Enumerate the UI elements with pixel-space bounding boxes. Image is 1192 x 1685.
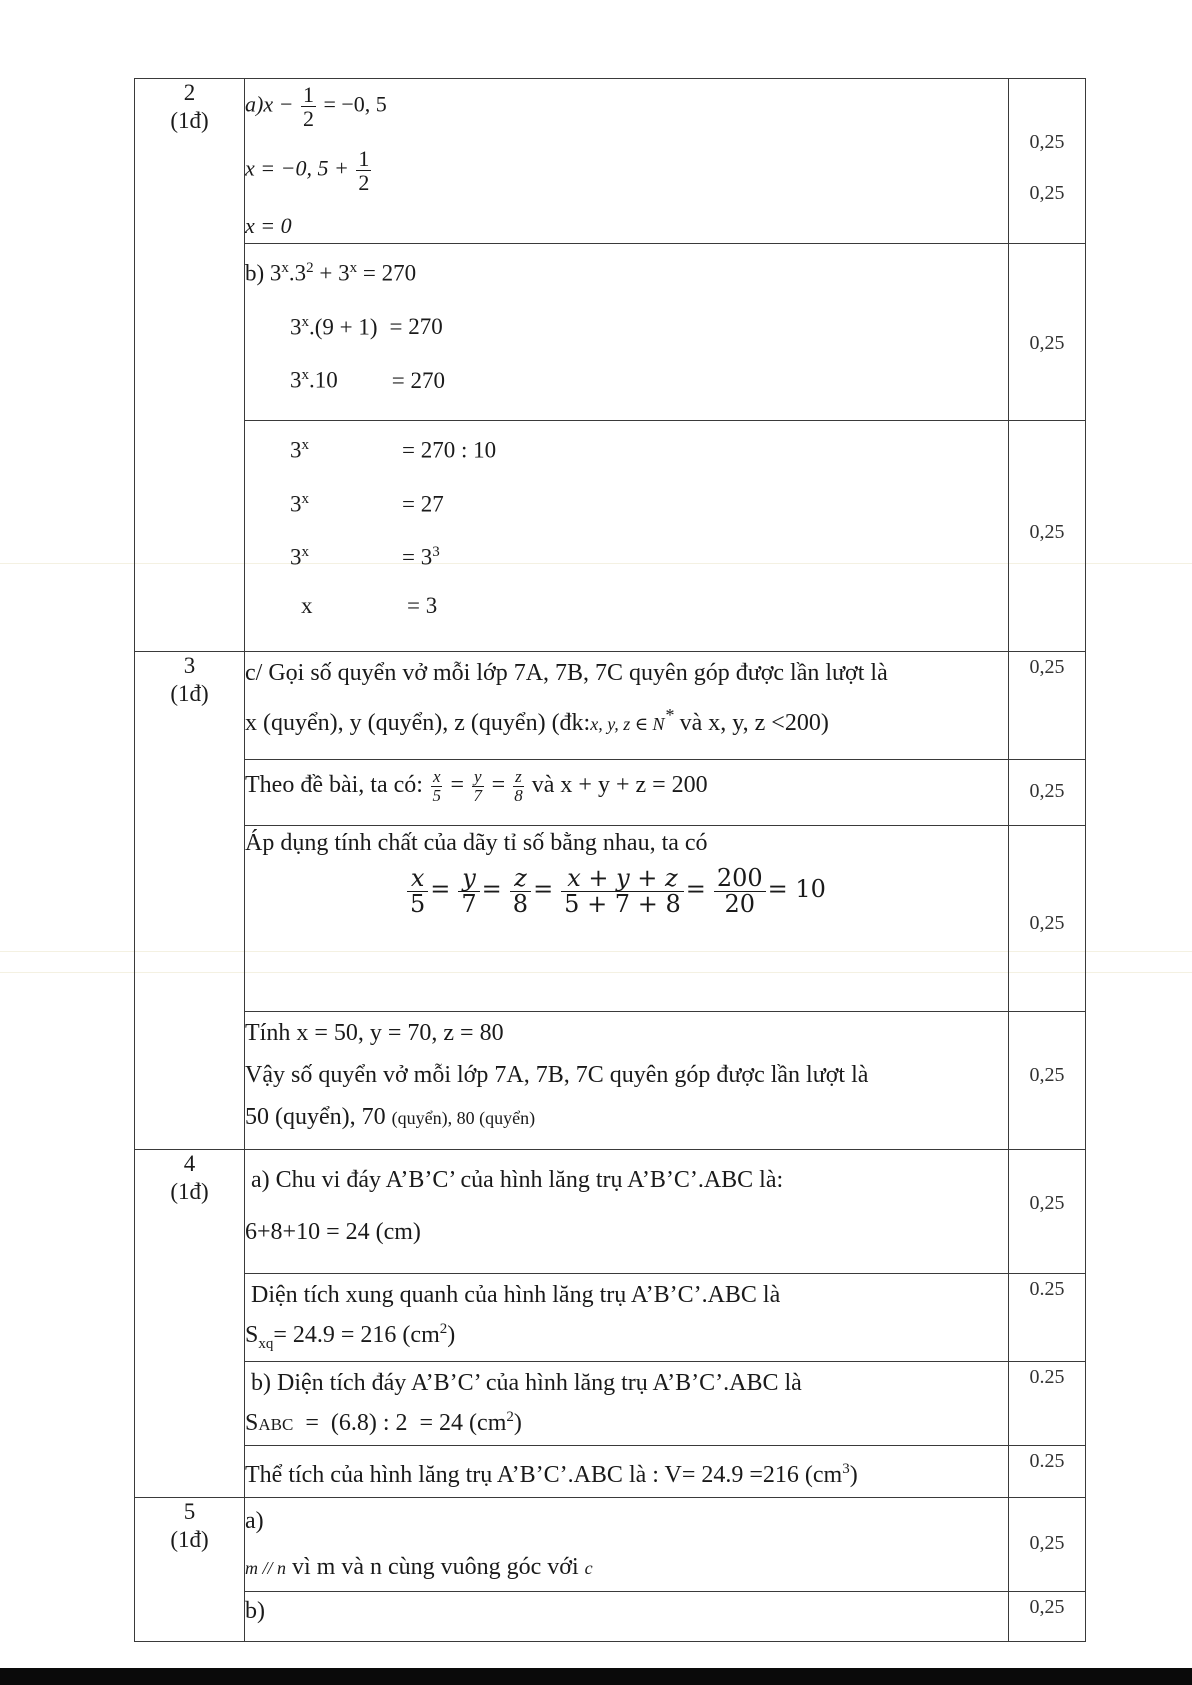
q3-r3-formula: $\frac{x}{5}$ = $\frac{y}{7}$ = $\frac{z}{8}$ = $\frac{x + y + z}{5 + 7 + 8}$ = $\frac{200}{20}$ = 10 <box>245 866 1008 917</box>
q2-b2-line4: x = 3 <box>301 592 438 618</box>
q4-r2-content <box>245 1274 1009 1362</box>
q4-row-3 <box>135 1361 1086 1445</box>
q4-r3-score-cell: 0.25 <box>1009 1361 1086 1445</box>
q3-row-4 <box>135 1012 1086 1150</box>
q4-row-2 <box>135 1274 1086 1362</box>
q4-r3-line2: SABC = (6.8) : 2 = 24 $(cm^2)$ <box>245 1408 522 1436</box>
q2-number: 2 <box>183 80 196 105</box>
q4-label-cell <box>135 1150 245 1498</box>
q3-r4-content <box>245 1012 1009 1150</box>
q2-a-line1: a)x − $\frac{1}{2}$ = −0, 5 <box>245 82 387 132</box>
q4-r4-content: Thể tích của hình lăng trụ A’B’C’.ABC là : V= 24.9 =216 $(cm^3)$ <box>245 1445 1009 1497</box>
q3-r2-score-cell: 0,25 <box>1009 760 1086 826</box>
q3-row-3 <box>135 826 1086 1012</box>
fraction: $\frac{y}{7}$ <box>473 767 483 805</box>
q5-r1-line2: m // n vì m và n cùng vuông góc với c <box>245 1553 593 1580</box>
fraction: $\frac{200}{20}$ <box>714 866 766 917</box>
q3-r2-content: Theo đề bài, ta có: $\frac{x}{5}$ = $\frac{y}{7}$ = $\frac{z}{8}$ và x + y + z = 200 <box>245 760 1009 826</box>
q2-a-scores: 0,25 0,25 <box>1009 79 1086 244</box>
q5-r1-content <box>245 1497 1009 1591</box>
q3-r4-line1: Tính x = 50, y = 70, z = 80 <box>245 1020 504 1046</box>
q3-r4-line2: Vậy số quyển vở mỗi lớp 7A, 7B, 7C quyên góp được lần lượt là <box>245 1062 869 1088</box>
q3-r3-score-cell: 0,25 <box>1009 826 1086 1012</box>
q3-label-cell <box>135 652 245 1150</box>
q4-r1-score-cell: 0,25 <box>1009 1150 1086 1274</box>
q2-b1-line2: $3^x.(9 + 1) = 270$ <box>290 313 443 340</box>
q4-r1-line2: 6+8+10 = 24 (cm) <box>245 1219 421 1245</box>
q2-b1-line3: $3^x.10 = 270$ <box>290 367 445 393</box>
q4-r1-content <box>245 1150 1009 1274</box>
q4-row-1 <box>135 1150 1086 1274</box>
q2-b2-line2: $3^x = 27$ <box>290 490 444 517</box>
q3-row-2 <box>135 760 1086 826</box>
fraction: $\frac{x}{5}$ <box>432 767 441 805</box>
q4-r4-score-cell: 0.25 <box>1009 1445 1086 1497</box>
q2-b1-score-cell: 0,25 <box>1009 244 1086 421</box>
q3-r1-line2: x (quyển), y (quyển), z (quyển) (đk:x, y, z ∈ N* và x, y, z <200) <box>245 705 829 736</box>
q2-points: (1đ) <box>170 108 209 133</box>
q2-b2-score-cell: 0,25 <box>1009 421 1086 652</box>
q3-points: (1đ) <box>170 681 209 706</box>
q3-r4-score-cell: 0,25 <box>1009 1012 1086 1150</box>
q3-r3-content <box>245 826 1009 1012</box>
fraction: $\frac{1}{2}$ <box>302 82 314 132</box>
q4-r2-line1: Diện tích xung quanh của hình lăng trụ A’B’C’.ABC là <box>245 1282 781 1308</box>
q4-row-4 <box>135 1445 1086 1497</box>
fraction: $\frac{1}{2}$ <box>358 146 370 196</box>
q3-row-1 <box>135 652 1086 760</box>
q2-label-cell <box>135 79 245 652</box>
q2-b2-line3: $3^x = 3^3$ <box>290 544 440 570</box>
fraction: $\frac{y}{7}$ <box>458 866 479 917</box>
q2-row-b1 <box>135 244 1086 421</box>
q2-a-line2: x = −0, 5 + $\frac{1}{2}$ <box>245 146 370 196</box>
q4-r3-line1: b) Diện tích đáy A’B’C’ của hình lăng trụ A’B’C’.ABC là <box>245 1369 802 1396</box>
q4-r2-line2: $S_{xq}= 24.9 = 216$ $(cm^2)$ <box>245 1321 456 1352</box>
q3-r1-line1: c/ Gọi số quyển vở mỗi lớp 7A, 7B, 7C quyên góp được lần lượt là <box>245 660 888 686</box>
q2-b1-content <box>245 244 1009 421</box>
q4-r1-line1: a) Chu vi đáy A’B’C’ của hình lăng trụ A’B’C’.ABC là: <box>245 1167 784 1193</box>
q2-b2-line1: $3^x = 270$ : 10 <box>290 437 497 463</box>
q5-r1-score-cell: 0,25 <box>1009 1497 1086 1591</box>
q3-r1-content <box>245 652 1009 760</box>
q4-number: 4 <box>183 1151 196 1176</box>
q3-r4-line3: 50 (quyển), 70 (quyển), 80 (quyển) <box>245 1104 536 1130</box>
q5-row-2 <box>135 1591 1086 1641</box>
q2-b2-content <box>245 421 1009 652</box>
q4-r3-content <box>245 1361 1009 1445</box>
scan-bottom-edge <box>0 1668 1192 1685</box>
q4-r2-score-cell: 0.25 <box>1009 1274 1086 1362</box>
q4-points: (1đ) <box>170 1179 209 1204</box>
q5-label-cell <box>135 1497 245 1641</box>
q3-r1-score-cell: 0,25 <box>1009 652 1086 760</box>
q2-a-line3: x = 0 <box>245 213 292 238</box>
q2-b1-line1: b) $3^x.3^2 + 3^x = 270$ <box>245 260 417 286</box>
answer-key-table <box>134 78 1086 1642</box>
fraction: $\frac{x + y + z}{5 + 7 + 8}$ <box>561 866 684 917</box>
fraction: $\frac{z}{8}$ <box>510 866 531 917</box>
q2-row-b2 <box>135 421 1086 652</box>
fraction: $\frac{z}{8}$ <box>514 767 523 805</box>
q3-r3-line1: Áp dụng tính chất của dãy tỉ số bằng nhau, ta có <box>245 830 708 856</box>
q5-r2-content: b) <box>245 1591 1009 1641</box>
q5-points: (1đ) <box>170 1526 209 1552</box>
q2-a-content <box>245 79 1009 244</box>
q5-row-1 <box>135 1497 1086 1591</box>
q5-r1-line1: a) <box>245 1507 264 1534</box>
fraction: $\frac{x}{5}$ <box>407 866 428 917</box>
q5-number: 5 <box>183 1498 196 1524</box>
q3-number: 3 <box>183 653 196 678</box>
q2-row-a <box>135 79 1086 244</box>
q5-r2-score-cell: 0,25 <box>1009 1591 1086 1641</box>
